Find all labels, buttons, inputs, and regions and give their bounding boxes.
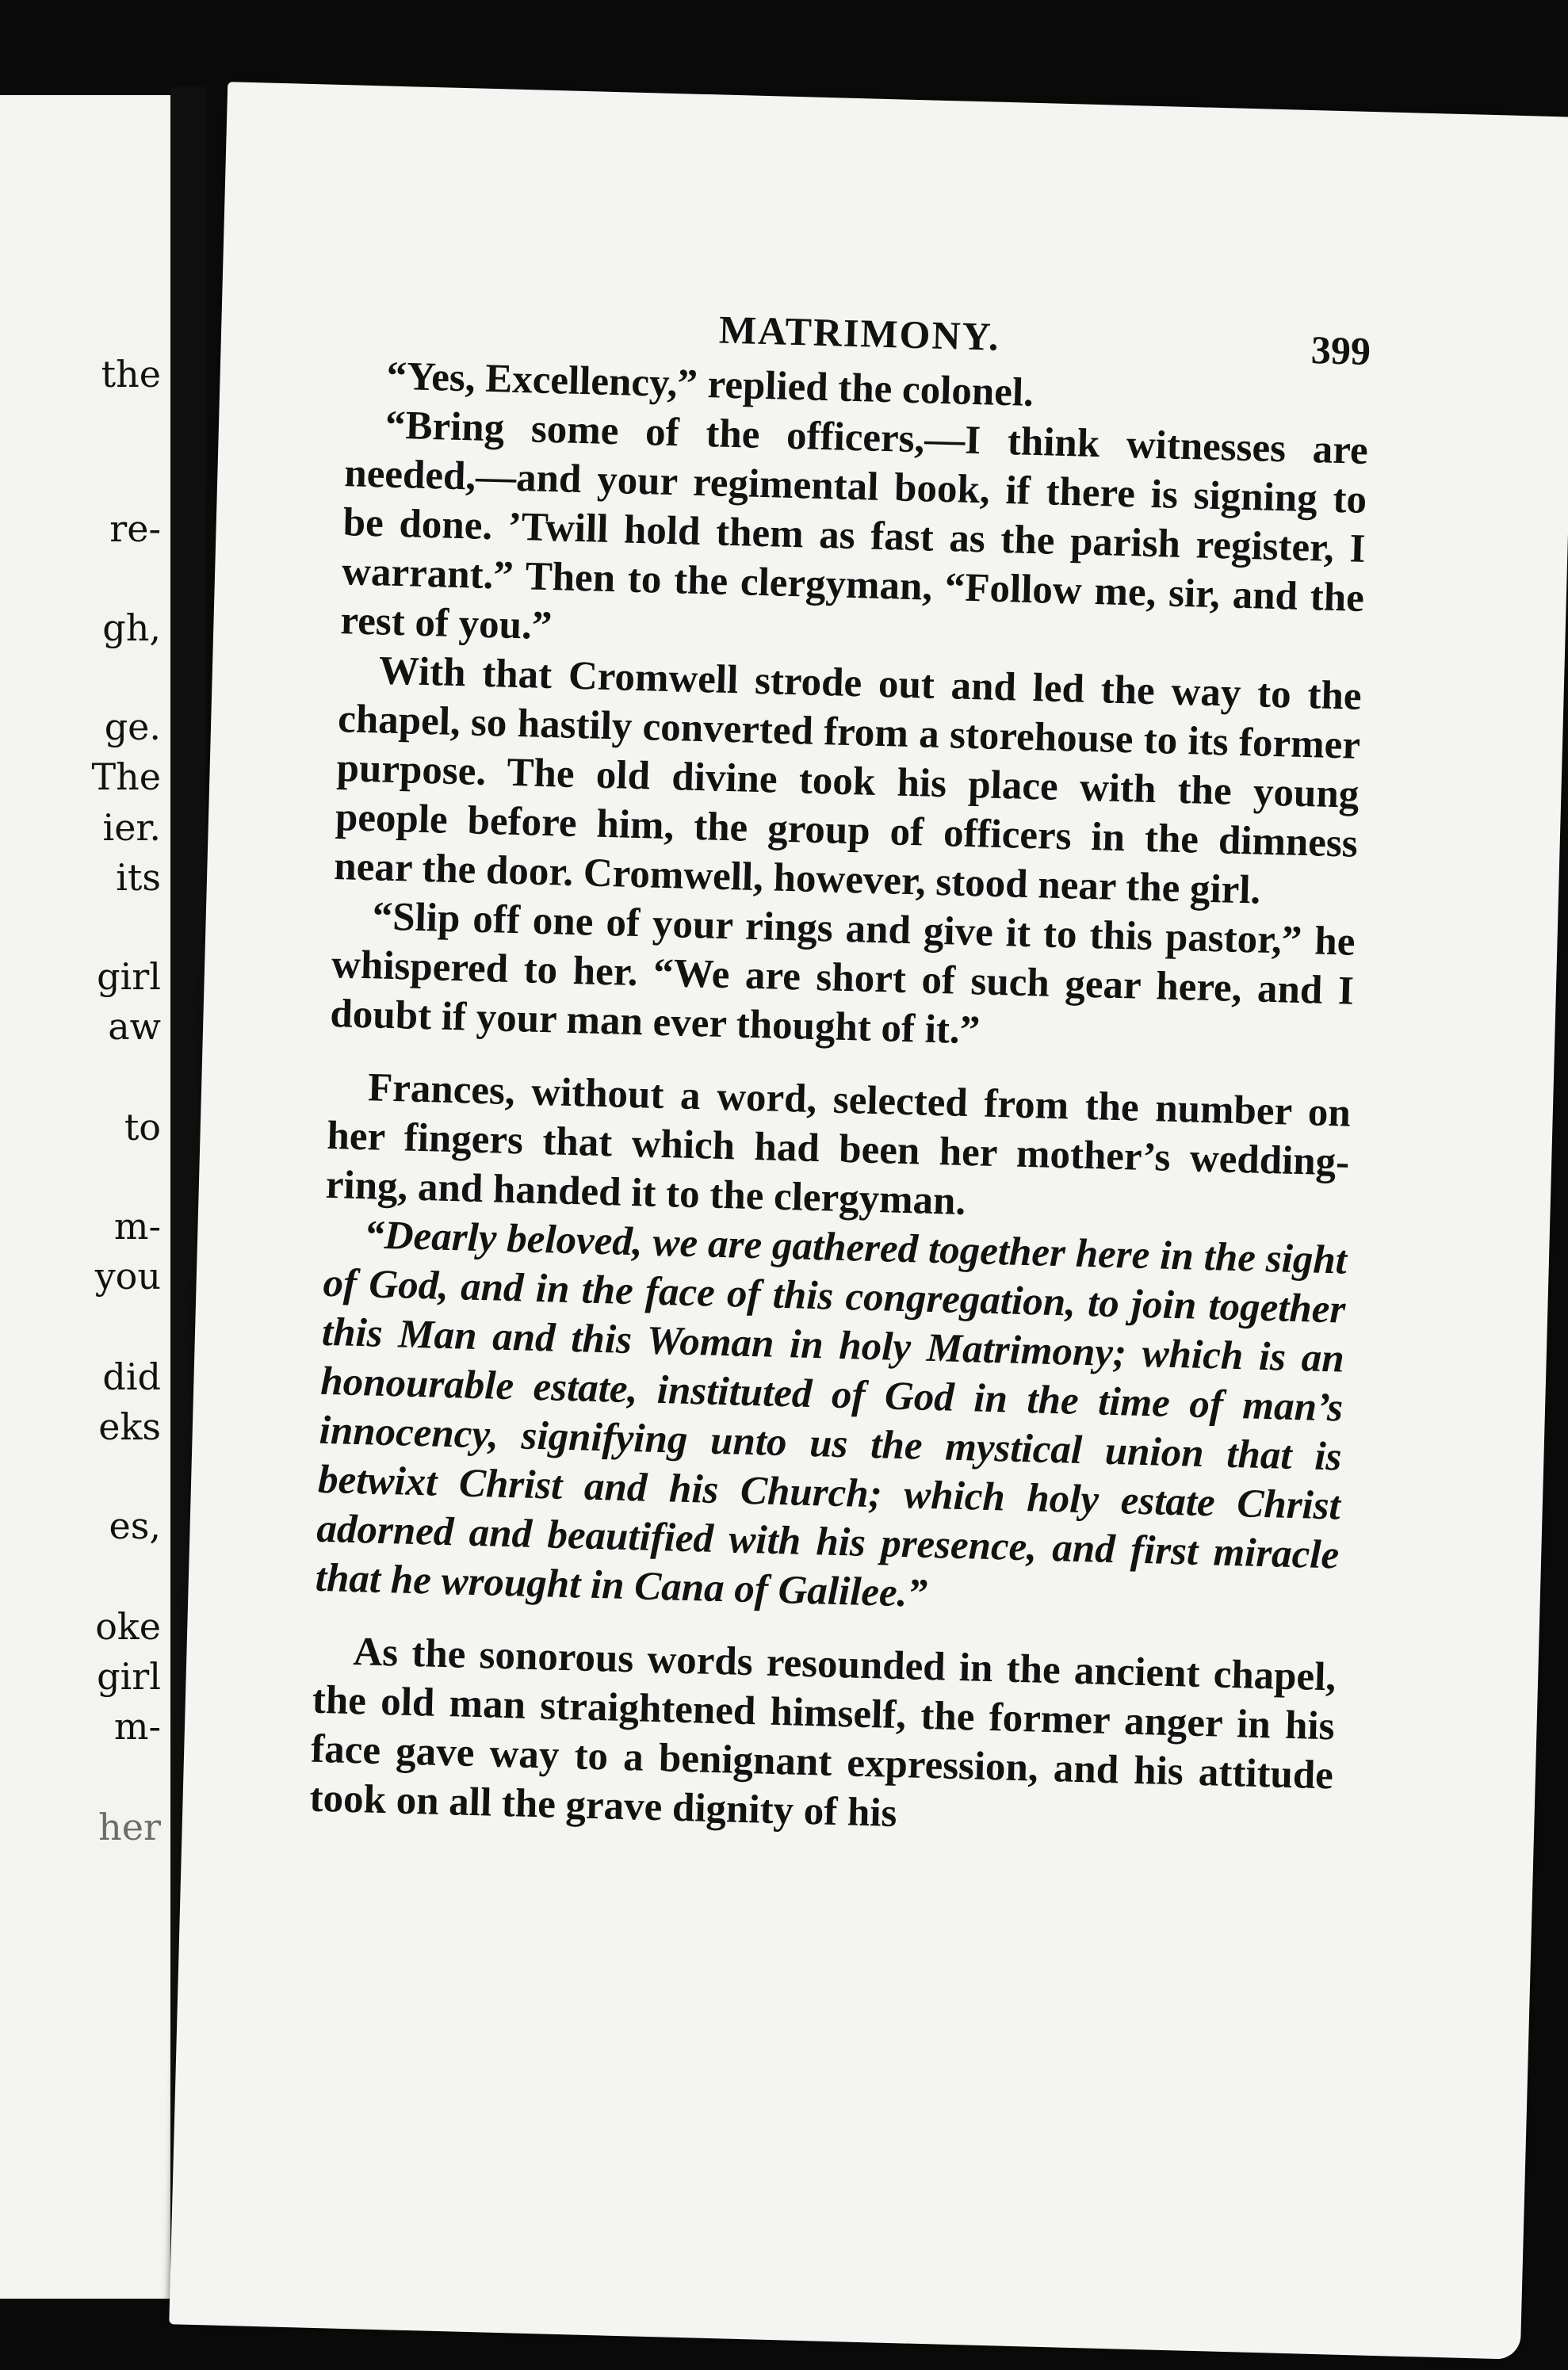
left-page-text: ge.	[104, 705, 161, 748]
left-page-text: girl	[97, 955, 161, 998]
left-page-fragment	[0, 95, 170, 2299]
left-page-text: aw	[108, 1005, 161, 1048]
left-page-text: gh,	[102, 606, 161, 649]
paragraph: “Slip off one of your rings and give it to this pastor,” he whispered to her. “We are short of such gear here, and I doubt if your man ever thought of it.”	[329, 894, 1356, 1053]
left-page-text: eks	[98, 1405, 161, 1448]
marriage-service-quote: “Dearly beloved, we are gathered together here in the sight of God, and in the face of this congregation, to join together this Man and this Woman in holy Matrimony; which is an honourable estate, instituted of God in the time of man’s innocency, signifying unto us the mystical union that is betwixt Christ and his Church; which holy estate Christ adorned and beautified with his presence, and first miracle that he wrought in Cana of Galilee.”	[315, 1213, 1348, 1616]
running-head: MATRIMONY.	[718, 307, 1001, 359]
left-page-text: m-	[113, 1705, 161, 1748]
paragraph: With that Cromwell strode out and led the way to the chapel, so hastily converted from a storehouse to its former purpose. The old divine took his place with the young people before him, the group of officers in the dimness near the door. Cromwell, however, stood near the girl.	[333, 648, 1363, 913]
left-page-text: The	[91, 755, 161, 798]
left-page-text: its	[116, 856, 161, 899]
left-page-text: girl	[97, 1655, 161, 1698]
paragraph: Frances, without a word, selected from the number on her fingers that which had been her mother’s wedding-ring, and handed it to the clergyman.	[325, 1065, 1352, 1225]
left-page-text: to	[124, 1106, 161, 1149]
page-number: 399	[1310, 327, 1371, 374]
left-page-text: oke	[95, 1605, 161, 1648]
left-page-text: her	[98, 1806, 161, 1848]
paragraph: “Bring some of the officers,—I think witnesses are needed,—and your regimental book, if there is signing to be done. ’Twill hold them as fast as the parish register, I warrant.” Then to the clergyman, “Follow me, sir, and the rest of you.”	[339, 403, 1369, 649]
left-page-text: ier.	[102, 806, 161, 849]
left-page-text: es,	[109, 1504, 161, 1547]
book-page	[169, 82, 1568, 2360]
left-page-text: the	[101, 353, 161, 396]
left-page-text: m-	[113, 1205, 161, 1248]
left-page-text: re-	[109, 507, 161, 550]
paragraph: As the sonorous words resounded in the ancient chapel, the old man straightened himself, the former anger in his face gave way to a benignant expression, and his attitude took on all the grave dignity of his	[308, 1629, 1337, 1837]
page-text-block	[309, 295, 1371, 1849]
left-page-text: did	[102, 1355, 161, 1398]
left-page-text: you	[94, 1255, 161, 1298]
paragraph: “Yes, Excellency,” replied the colonel.	[385, 354, 1034, 415]
